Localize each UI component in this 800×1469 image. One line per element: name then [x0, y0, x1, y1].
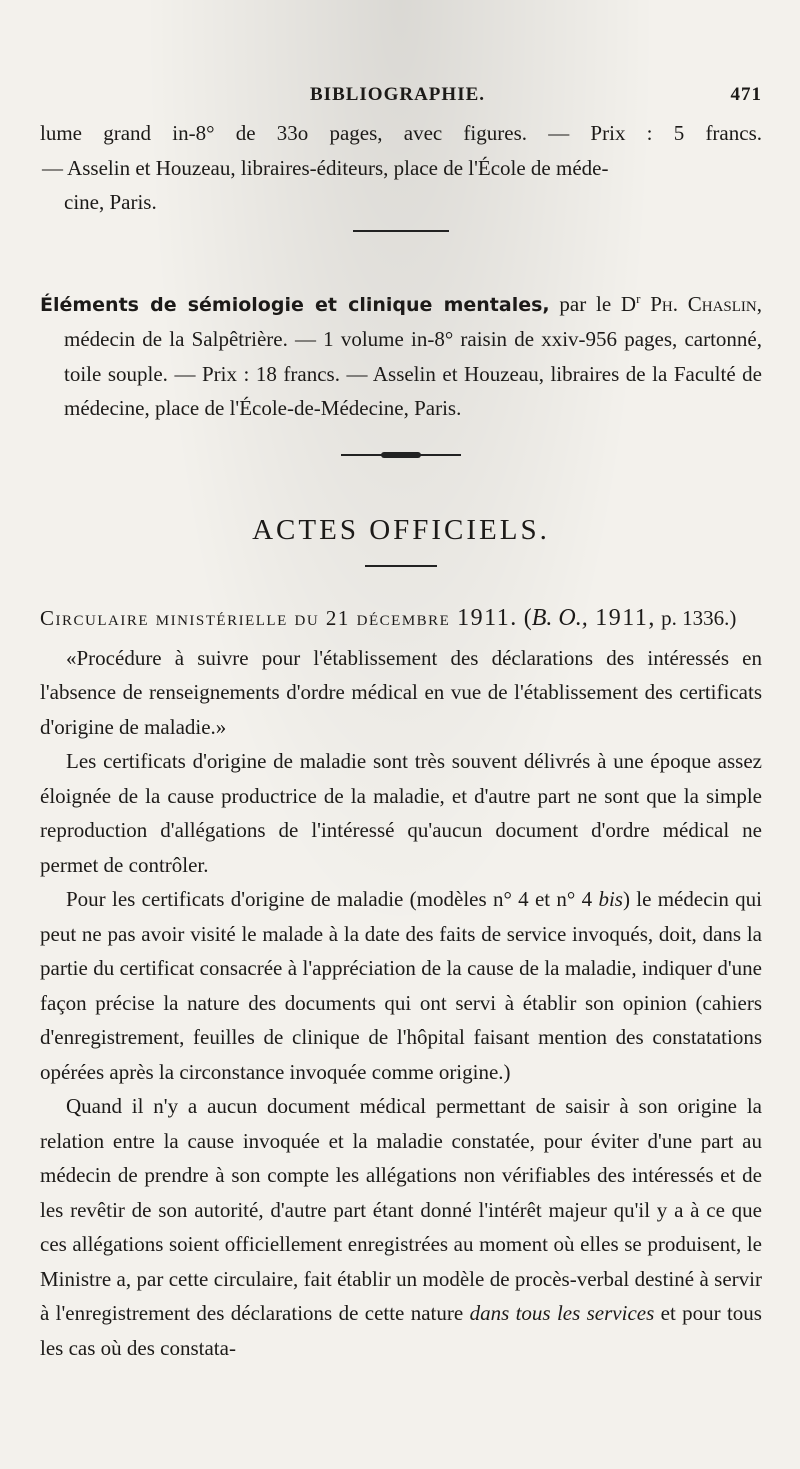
paragraph — [40, 882, 762, 1089]
circular-quote: «Procédure à suivre pour l'établissement des déclarations des intéressés en l'absence de renseignements d'ordre médical en vue de l'établissement des certificats d'origine de maladie.» — [40, 645, 762, 739]
circular-heading-label: Circulaire ministérielle du — [40, 605, 320, 630]
entry-text: , médecin de la Salpêtrière. — 1 volume in-8° raisin de xxiv-956 pages, cartonné, toile souple. — Prix : 18 francs. — Asselin et Houzeau, libraires de la Faculté de médecine, place de l'École-de-Médecine, Paris. — [64, 291, 762, 420]
paragraph-italic: dans tous les services — [469, 1301, 655, 1325]
bibliography-entry — [40, 282, 762, 426]
running-head-title: BIBLIOGRAPHIE. — [310, 84, 486, 105]
circular-ref-italic: B. O., — [531, 604, 588, 631]
running-head — [40, 84, 762, 116]
paragraph-text: ) le médecin qui peut ne pas avoir visité le malade à la date des faits de service invoqués, doit, dans la partie du certificat consacrée à l'appréciation de la cause de la maladie, indiquer d'une façon précise la nature des documents qui ont servi à établir son opinion (cahiers d'enregistrement, feuilles de clinique de l'hôpital faisant mention des constatations opérées après la circonstance invoquée comme origine.) — [40, 887, 762, 1084]
paragraph: Les certificats d'origine de maladie sont très souvent délivrés à une époque assez éloignée de la cause productrice de la maladie, et d'autre part ne sont que la simple reproduction d'allégations de l'intéressé qu'aucun document d'ordre médical ne permet de contrôler. — [40, 749, 762, 877]
page-number: 471 — [730, 84, 762, 105]
title-underline — [365, 565, 437, 567]
paragraph — [40, 1089, 762, 1365]
continuation-line: — Asselin et Houzeau, libraires-éditeurs, place de l'École de méde- — [42, 155, 609, 180]
separator-rule — [353, 230, 449, 232]
entry-author-name: Ph. Chaslin — [640, 291, 757, 316]
entry-title: Éléments de sémiologie et clinique mentales, — [40, 293, 550, 316]
entry-author-lead: par le D — [549, 291, 637, 316]
circular-ref-year: 1911, — [587, 604, 656, 631]
circular-heading-date: 21 décembre — [319, 605, 458, 630]
circular-ref-open: ( — [517, 604, 532, 631]
circular-ref-page: p. 1336.) — [655, 605, 737, 630]
continuation-line: lume grand in-8° de 33o pages, avec figures. — Prix : 5 francs. — [40, 121, 762, 145]
entry-author-sup: r — [636, 290, 641, 306]
continuation-block — [40, 116, 762, 220]
circular-heading — [40, 601, 762, 635]
section-title: ACTES OFFICIELS. — [252, 513, 550, 546]
paragraph-text: Quand il n'y a aucun document médical permettant de saisir à son origine la relation entre la cause invoquée et la maladie constatée, pour éviter d'une part au médecin de prendre à son compte les allégations non vérifiables des intéressés et de les revêtir de son autorité, d'autre part étant donné l'intérêt majeur qu'il y a à ce que ces allégations soient officiellement enregistrées au moment où elles se produisent, le Ministre a, par cette circulaire, fait établir un modèle de procès-verbal destiné à servir à l'enregistrement des déclarations de cette nature — [40, 1094, 762, 1325]
paragraph-text: Pour les certificats d'origine de maladie (modèles n° 4 et n° 4 — [66, 887, 599, 911]
ornamental-rule — [341, 452, 461, 458]
circular-heading-year: 1911. — [457, 604, 518, 631]
continuation-line: cine, Paris. — [64, 190, 157, 214]
paragraph-italic: bis — [598, 887, 623, 911]
paragraph-text: et pour tous les cas où des constata- — [40, 1301, 762, 1360]
